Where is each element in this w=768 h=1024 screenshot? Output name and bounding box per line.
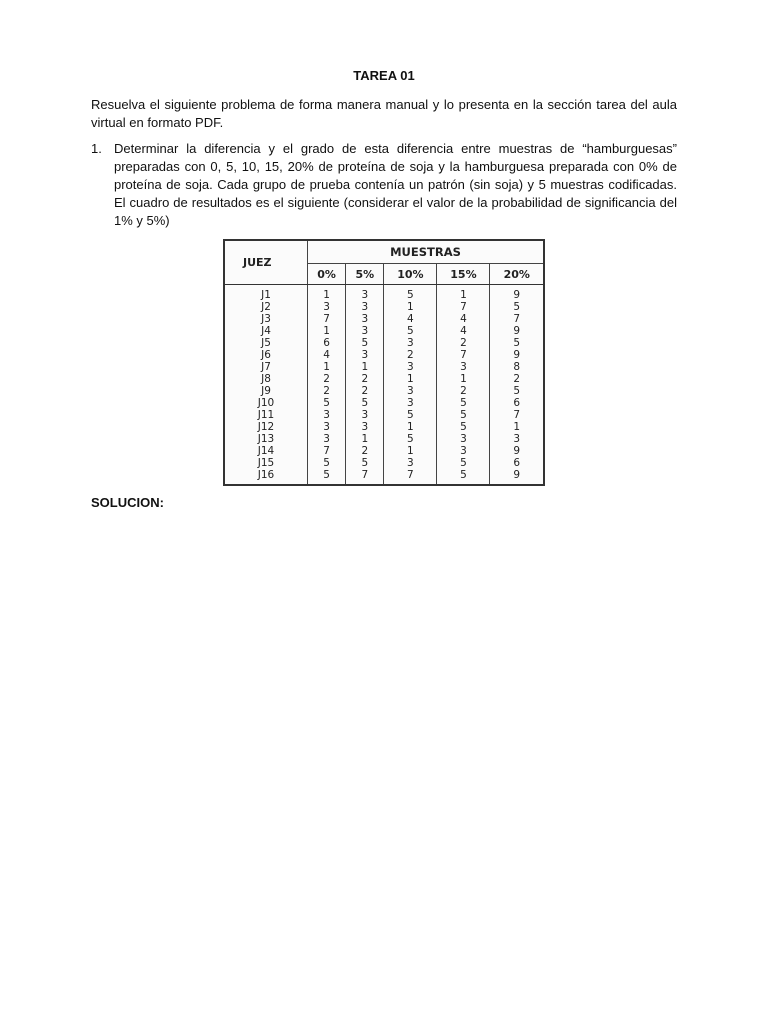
judge-cell: J13: [224, 433, 308, 445]
score-cell: 7: [308, 445, 346, 457]
score-cell: 3: [346, 301, 384, 313]
table-row: [224, 285, 544, 302]
score-cell: 3: [308, 421, 346, 433]
score-cell: 5: [437, 457, 490, 469]
score-cell: 3: [384, 457, 437, 469]
score-cell: 6: [490, 457, 544, 469]
score-cell: 3: [308, 409, 346, 421]
score-cell: 5: [308, 397, 346, 409]
table-row: [224, 469, 544, 485]
score-cell: 3: [384, 397, 437, 409]
instructions-paragraph: Resuelva el siguiente problema de forma manera manual y lo presenta en la sección tarea del aula virtual en formato PDF.: [91, 97, 677, 130]
table-row: [224, 373, 544, 385]
score-cell: 1: [384, 421, 437, 433]
score-cell: 5: [384, 285, 437, 302]
score-cell: 3: [437, 433, 490, 445]
table-row: [224, 337, 544, 349]
score-cell: 1: [308, 361, 346, 373]
score-cell: 5: [308, 469, 346, 485]
score-cell: 5: [437, 397, 490, 409]
table-row: [224, 457, 544, 469]
score-cell: 1: [384, 445, 437, 457]
problem-number: 1.: [91, 141, 102, 156]
score-cell: 3: [346, 285, 384, 302]
table-row: [224, 325, 544, 337]
score-cell: 5: [384, 433, 437, 445]
score-cell: 7: [490, 313, 544, 325]
judge-cell: J16: [224, 469, 308, 485]
score-cell: 4: [384, 313, 437, 325]
score-cell: 5: [384, 409, 437, 421]
score-cell: 3: [384, 337, 437, 349]
judge-cell: J7: [224, 361, 308, 373]
table-row: [224, 349, 544, 361]
judge-cell: J9: [224, 385, 308, 397]
score-cell: 2: [308, 385, 346, 397]
judge-cell: J8: [224, 373, 308, 385]
page-title: TAREA 01: [353, 68, 415, 83]
column-header-20: 20%: [490, 264, 544, 285]
judge-cell: J10: [224, 397, 308, 409]
score-cell: 1: [384, 301, 437, 313]
score-cell: 8: [490, 361, 544, 373]
judge-cell: J6: [224, 349, 308, 361]
score-cell: 3: [437, 361, 490, 373]
results-table: [223, 239, 545, 486]
table-row: [224, 421, 544, 433]
judge-cell: J14: [224, 445, 308, 457]
score-cell: 2: [437, 385, 490, 397]
score-cell: 9: [490, 445, 544, 457]
score-cell: 5: [490, 301, 544, 313]
score-cell: 3: [346, 325, 384, 337]
score-cell: 5: [490, 385, 544, 397]
table-row: [224, 313, 544, 325]
score-cell: 7: [437, 349, 490, 361]
score-cell: 5: [346, 457, 384, 469]
score-cell: 3: [490, 433, 544, 445]
table-body: [224, 285, 544, 486]
judge-cell: J12: [224, 421, 308, 433]
score-cell: 9: [490, 469, 544, 485]
score-cell: 3: [384, 385, 437, 397]
score-cell: 7: [308, 313, 346, 325]
score-cell: 3: [308, 301, 346, 313]
table-row: [224, 385, 544, 397]
solution-label: SOLUCION:: [91, 495, 164, 510]
judge-cell: J2: [224, 301, 308, 313]
score-cell: 5: [384, 325, 437, 337]
score-cell: 5: [490, 337, 544, 349]
judge-cell: J5: [224, 337, 308, 349]
score-cell: 5: [437, 409, 490, 421]
score-cell: 1: [308, 285, 346, 302]
table-row: [224, 397, 544, 409]
score-cell: 2: [308, 373, 346, 385]
score-cell: 5: [346, 337, 384, 349]
score-cell: 9: [490, 349, 544, 361]
score-cell: 2: [346, 385, 384, 397]
table-row: [224, 361, 544, 373]
score-cell: 1: [437, 285, 490, 302]
score-cell: 3: [384, 361, 437, 373]
score-cell: 7: [437, 301, 490, 313]
table-row: [224, 445, 544, 457]
score-cell: 7: [490, 409, 544, 421]
score-cell: 1: [346, 433, 384, 445]
score-cell: 9: [490, 285, 544, 302]
score-cell: 7: [346, 469, 384, 485]
column-header-10: 10%: [384, 264, 437, 285]
problem-statement: [91, 140, 677, 230]
score-cell: 5: [437, 421, 490, 433]
score-cell: 4: [437, 313, 490, 325]
score-cell: 6: [490, 397, 544, 409]
score-cell: 1: [346, 361, 384, 373]
score-cell: 9: [490, 325, 544, 337]
score-cell: 5: [308, 457, 346, 469]
score-cell: 4: [308, 349, 346, 361]
column-header-15: 15%: [437, 264, 490, 285]
score-cell: 2: [490, 373, 544, 385]
column-header-0: 0%: [308, 264, 346, 285]
score-cell: 3: [346, 409, 384, 421]
score-cell: 2: [437, 337, 490, 349]
score-cell: 3: [346, 421, 384, 433]
table-row: [224, 433, 544, 445]
table-row: [224, 301, 544, 313]
score-cell: 3: [346, 349, 384, 361]
score-cell: 6: [308, 337, 346, 349]
samples-group-header: MUESTRAS: [308, 240, 545, 264]
column-header-5: 5%: [346, 264, 384, 285]
score-cell: 5: [437, 469, 490, 485]
judge-cell: J15: [224, 457, 308, 469]
judge-cell: J1: [224, 285, 308, 302]
score-cell: 5: [346, 397, 384, 409]
score-cell: 2: [346, 373, 384, 385]
score-cell: 4: [437, 325, 490, 337]
judge-cell: J4: [224, 325, 308, 337]
score-cell: 3: [308, 433, 346, 445]
judge-column-header: JUEZ: [224, 240, 308, 285]
score-cell: 1: [490, 421, 544, 433]
score-cell: 7: [384, 469, 437, 485]
problem-text: Determinar la diferencia y el grado de esta diferencia entre muestras de “hamburguesas” preparadas con 0, 5, 10, 15, 20% de proteína de soja y la hamburguesa preparada con 0% de proteína de soja. Cada grupo de prueba contenía un patrón (sin soja) y 5 muestras codificadas. El cuadro de resultados es el siguiente (considerar el valor de la probabilidad de significancia del 1% y 5%): [114, 141, 677, 228]
score-cell: 2: [384, 349, 437, 361]
score-cell: 1: [308, 325, 346, 337]
score-cell: 1: [384, 373, 437, 385]
score-cell: 1: [437, 373, 490, 385]
score-cell: 3: [437, 445, 490, 457]
score-cell: 3: [346, 313, 384, 325]
table-row: [224, 409, 544, 421]
results-table-image: [223, 239, 545, 485]
score-cell: 2: [346, 445, 384, 457]
judge-cell: J11: [224, 409, 308, 421]
judge-cell: J3: [224, 313, 308, 325]
